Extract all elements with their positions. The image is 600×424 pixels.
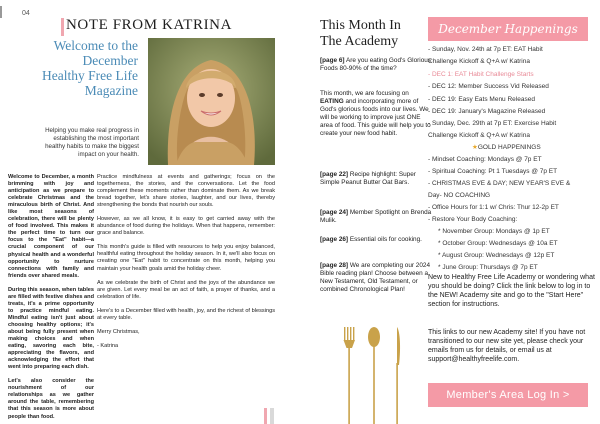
note-left-column (8, 174, 94, 424)
note-paragraph: Here's to a December filled with health, joy, and the richest of blessings at every table. (97, 307, 275, 321)
gold-event-item: - Mindset Coaching: Mondays @ 7p ET (428, 156, 542, 163)
star-icon: ★ (472, 144, 478, 151)
accent-bar (61, 18, 64, 36)
event-item: - Sunday, Dec. 29th at 7p ET: Exercise Habit (428, 120, 557, 127)
event-item-highlight: - DEC 1: EAT Habit Challenge Starts (428, 71, 534, 78)
academy-heading: This Month In The Academy (320, 18, 401, 49)
event-item: - DEC 19: January's Magazine Released (428, 108, 546, 115)
page-ref: [page 28] (320, 262, 349, 269)
note-paragraph: During this season, when tables are filled with festive dishes and treats, it's a prime opportunity to practice mindful eating. Mindful eating isn't just about choosing healthy options; it's about being fully present when making choices and when eating, savoring each bite, appreciating the flavors, and acknowledging the effort that went into preparing each dish. (8, 286, 94, 371)
event-item: - DEC 12: Member Success Vid Released (428, 83, 549, 90)
note-paragraph: As we celebrate the birth of Christ and the joys of the abundance we are given. Let every meal be an act of faith, a prayer of thanks, and a celebration of life. (97, 279, 275, 300)
restore-group-item: * June Group: Thursdays @ 7p ET (438, 264, 538, 271)
note-paragraph: Merry Christmas, (97, 328, 140, 335)
academy-item: [page 26] Essential oils for cooking. (320, 236, 422, 243)
restore-group-item: * October Group: Wednesdays @ 10a ET (438, 240, 558, 247)
gold-event-item: - Spiritual Coaching: Pt 1 Tuesdays @ 7p ET (428, 168, 558, 175)
welcome-title: Welcome to the December Healthy Free Life Magazine (42, 38, 138, 98)
restore-group-item: * November Group: Mondays @ 1p ET (438, 228, 550, 235)
member-login-button[interactable]: Member's Area Log In > (428, 383, 588, 407)
page-ref: [page 22] (320, 171, 349, 178)
academy-item: [page 24] Member Spotlight on Brenda Mulik. (320, 209, 432, 224)
event-item: - Sunday, Nov. 24th at 7p ET: EAT Habit (428, 46, 543, 53)
note-heading: NOTE FROM KATRINA (66, 17, 233, 33)
note-middle-column (97, 174, 275, 357)
note-paragraph: Let's also consider the nourishment of our relationships as we gather around the table, remembering that this season is more about people than food. (8, 378, 94, 420)
new-site-text: This links to our new Academy site! If you have not transitioned to our new site yet, please check your emails from us for details, or email us at support@healthyfreelife.com. (428, 329, 586, 363)
gold-event-item: - Office Hours for 1:1 w/ Chris: Thur 12-2p ET (428, 204, 559, 211)
happenings-title: December Happenings (438, 22, 578, 36)
gold-happenings-label: ★GOLD HAPPENINGS (472, 144, 541, 151)
event-item: - DEC 19: Easy Eats Menu Released (428, 96, 535, 103)
gold-cutlery-illustration (335, 325, 410, 424)
note-paragraph: However, as we all know, it is easy to get carried away with the abundance of food during the holidays. When that happens, remember: grace and balance. (97, 216, 275, 237)
academy-item: [page 22] Recipe highlight: Super Simple Peanut Butter Oat Bars. (320, 171, 416, 186)
note-paragraph: Practice mindfulness at events and gatherings; focus on the togetherness, the stories, and the conversations. Let the food complement these moments rather than dominate them. As we break bread together, let's share stories, laughter, and our lives, thereby strengthening the bonds that nourish our souls. (97, 174, 275, 209)
accent-bar (264, 408, 267, 424)
academy-item: [page 6] Are you eating God's Glorious Foods 80-90% of the time? (320, 57, 431, 72)
academy-item: This month, we are focusing on EATING and incorporating more of God's glorious foods into our lives. We will be working to improve just ONE area of food. This guide will help you to create your new food habit. (320, 90, 431, 137)
event-item: Challenge Kickoff & Q+A w/ Katrina (428, 132, 530, 139)
academy-item: [page 28] We are completing our 2024 Bible reading plan! Choose between a New Testament, Old Testament, or combined Chronological Plan! (320, 262, 431, 293)
gold-event-item: - CHRISTMAS EVE & DAY; NEW YEAR'S EVE & (428, 180, 571, 187)
gold-event-item: Day- NO COACHING (428, 192, 491, 199)
katrina-portrait (148, 38, 275, 165)
page-number: 04 (22, 10, 30, 17)
restore-group-item: * August Group: Wednesdays @ 12p ET (438, 252, 555, 259)
note-paragraph: Welcome to December, a month brimming with joy and anticipation as we prepare to celebrate Christmas and the miraculous birth of Christ. And like most seasons of celebration, there will be plenty of food involved. This makes it the perfect time to turn our focus to the "Eat" habit—a crucial component of our physical health and a wonderful opportunity to nurture connections with family and friends over shared meals. (8, 174, 94, 279)
page-ref: [page 6] (320, 57, 345, 64)
note-paragraph: This month's guide is filled with resources to help you enjoy balanced, healthful eating throughout the holiday season. In it, we'll also focus on creating one "Eat" habit to concentrate on this month, helping you maintain your health goals amid the holiday cheer. (97, 244, 275, 272)
new-member-text: New to Healthy Free Life Academy or wondering what you should be doing? Click the link below to log in to the NEW! Academy site and go to the "Start Here" section for instructions. (428, 274, 595, 308)
page-ref: [page 26] (320, 236, 349, 243)
accent-bar (270, 408, 274, 424)
note-signature: - Katrina (97, 342, 119, 349)
event-item: Challenge Kickoff & Q+A w/ Katrina (428, 58, 530, 65)
page-edge-marker (0, 6, 2, 18)
gold-event-item: - Restore Your Body Coaching: (428, 216, 518, 223)
page-ref: [page 24] (320, 209, 349, 216)
welcome-subtitle: Helping you make real progress in establishing the most important healthy habits to make the biggest impact on your health. (45, 127, 139, 158)
